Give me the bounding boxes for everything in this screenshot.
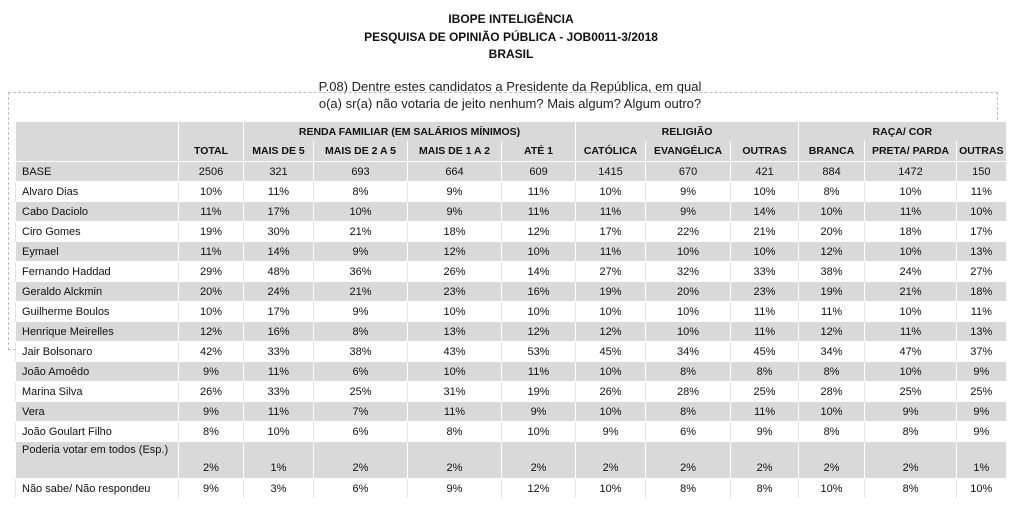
table-cell: 13% <box>957 322 1006 342</box>
table-cell: 12% <box>502 222 576 242</box>
table-cell: 10% <box>576 479 646 499</box>
column-header: MAIS DE 2 A 5 <box>314 141 408 162</box>
table-cell: 664 <box>408 162 502 182</box>
table-cell: 8% <box>731 362 799 382</box>
table-cell: 20% <box>799 222 865 242</box>
table-cell: 21% <box>314 222 408 242</box>
table-cell: 1% <box>957 442 1006 479</box>
table-cell: 11% <box>502 202 576 222</box>
table-cell: 9% <box>576 422 646 442</box>
table-cell: 8% <box>799 422 865 442</box>
table-row <box>16 442 1006 479</box>
row-label: Cabo Daciolo <box>16 202 179 222</box>
table-cell: 321 <box>244 162 314 182</box>
table-cell: 33% <box>244 342 314 362</box>
row-label: Marina Silva <box>16 382 179 402</box>
group-header-religiao: RELIGIÃO <box>576 122 799 141</box>
table-cell: 48% <box>244 262 314 282</box>
table-cell: 11% <box>731 302 799 322</box>
table-cell: 19% <box>502 382 576 402</box>
table-row <box>16 362 1006 382</box>
table-cell: 17% <box>576 222 646 242</box>
table-cell: 10% <box>799 202 865 222</box>
table-cell: 20% <box>179 282 244 302</box>
table-cell: 11% <box>502 362 576 382</box>
table-cell: 29% <box>179 262 244 282</box>
table-cell: 10% <box>179 182 244 202</box>
row-label: Geraldo Alckmin <box>16 282 179 302</box>
table-cell: 10% <box>865 362 957 382</box>
table-row <box>16 222 1006 242</box>
column-header: OUTRAS <box>731 141 799 162</box>
table-cell: 10% <box>865 302 957 322</box>
table-cell: 21% <box>314 282 408 302</box>
table-cell: 11% <box>576 242 646 262</box>
table-cell: 17% <box>244 302 314 322</box>
column-header: OUTRAS <box>957 141 1006 162</box>
table-row <box>16 322 1006 342</box>
table-cell: 2% <box>314 442 408 479</box>
table-cell: 33% <box>731 262 799 282</box>
table-row <box>16 422 1006 442</box>
column-header: PRETA/ PARDA <box>865 141 957 162</box>
table-cell: 9% <box>314 302 408 322</box>
table-cell: 10% <box>408 362 502 382</box>
table-cell: 9% <box>314 242 408 262</box>
table-row <box>16 262 1006 282</box>
question-line-1: P.08) Dentre estes candidatos a Presidente da República, em qual <box>318 79 702 94</box>
table-cell: 8% <box>799 362 865 382</box>
table-cell: 10% <box>502 302 576 322</box>
table-cell: 17% <box>244 202 314 222</box>
table-cell: 10% <box>244 422 314 442</box>
table-cell: 2% <box>408 442 502 479</box>
table-cell: 10% <box>865 182 957 202</box>
report-title: IBOPE INTELIGÊNCIA <box>448 12 574 26</box>
table-cell: 21% <box>865 282 957 302</box>
table-cell: 10% <box>576 302 646 322</box>
question-line-2: o(a) sr(a) não votaria de jeito nenhum? Mais algum? Algum outro? <box>318 96 702 111</box>
row-label: João Goulart Filho <box>16 422 179 442</box>
table-cell: 670 <box>646 162 731 182</box>
table-cell: 10% <box>646 302 731 322</box>
table-cell: 10% <box>576 362 646 382</box>
table-cell: 11% <box>731 402 799 422</box>
table-body <box>16 162 1006 499</box>
row-label: Jair Bolsonaro <box>16 342 179 362</box>
table-cell: 10% <box>799 402 865 422</box>
column-header: ATÉ 1 <box>502 141 576 162</box>
table-cell: 1472 <box>865 162 957 182</box>
table-cell: 8% <box>314 182 408 202</box>
table-cell: 9% <box>179 402 244 422</box>
table-cell: 11% <box>244 182 314 202</box>
table-cell: 9% <box>957 402 1006 422</box>
table-cell: 28% <box>799 382 865 402</box>
column-header: MAIS DE 5 <box>244 141 314 162</box>
table-cell: 10% <box>576 402 646 422</box>
table-cell: 11% <box>244 402 314 422</box>
table-cell: 2% <box>179 442 244 479</box>
table-cell: 9% <box>408 479 502 499</box>
table-cell: 30% <box>244 222 314 242</box>
table-cell: 23% <box>731 282 799 302</box>
table-cell: 26% <box>179 382 244 402</box>
table-cell: 6% <box>314 422 408 442</box>
table-cell: 2% <box>576 442 646 479</box>
table-row <box>16 242 1006 262</box>
table-cell: 10% <box>731 242 799 262</box>
column-header: CATÓLICA <box>576 141 646 162</box>
table-cell: 10% <box>576 182 646 202</box>
table-cell: 14% <box>731 202 799 222</box>
table-cell: 9% <box>865 402 957 422</box>
table-cell: 11% <box>957 302 1006 322</box>
column-header: EVANGÉLICA <box>646 141 731 162</box>
table-cell: 9% <box>646 202 731 222</box>
table-cell: 25% <box>865 382 957 402</box>
table-cell: 2% <box>646 442 731 479</box>
results-table <box>15 122 1006 498</box>
table-cell: 11% <box>179 202 244 222</box>
table-cell: 10% <box>799 479 865 499</box>
table-cell: 10% <box>957 479 1006 499</box>
table-cell: 8% <box>314 322 408 342</box>
table-cell: 10% <box>179 302 244 322</box>
table-row <box>16 302 1006 322</box>
row-label: Henrique Meirelles <box>16 322 179 342</box>
table-cell: 11% <box>179 242 244 262</box>
table-cell: 12% <box>799 322 865 342</box>
table-cell: 12% <box>799 242 865 262</box>
table-cell: 11% <box>408 402 502 422</box>
table-cell: 11% <box>576 202 646 222</box>
row-label: Vera <box>16 402 179 422</box>
table-cell: 47% <box>865 342 957 362</box>
table-cell: 24% <box>865 262 957 282</box>
table-cell: 11% <box>502 182 576 202</box>
table-cell: 9% <box>408 182 502 202</box>
column-header: BRANCA <box>799 141 865 162</box>
table-row <box>16 182 1006 202</box>
table-cell: 9% <box>731 422 799 442</box>
table-cell: 6% <box>314 479 408 499</box>
table-cell: 2% <box>502 442 576 479</box>
table-cell: 22% <box>646 222 731 242</box>
table-cell: 8% <box>179 422 244 442</box>
table-cell: 25% <box>957 382 1006 402</box>
table-cell: 38% <box>314 342 408 362</box>
table-cell: 43% <box>408 342 502 362</box>
table-cell: 10% <box>731 182 799 202</box>
row-label: BASE <box>16 162 179 182</box>
table-cell: 26% <box>576 382 646 402</box>
row-label-header <box>16 122 179 162</box>
table-cell: 38% <box>799 262 865 282</box>
table-cell: 421 <box>731 162 799 182</box>
table-cell: 10% <box>502 422 576 442</box>
table-cell: 9% <box>646 182 731 202</box>
table-cell: 45% <box>576 342 646 362</box>
table-cell: 36% <box>314 262 408 282</box>
table-cell: 9% <box>957 422 1006 442</box>
row-label: Alvaro Dias <box>16 182 179 202</box>
table-cell: 693 <box>314 162 408 182</box>
table-cell: 13% <box>957 242 1006 262</box>
row-label: Fernando Haddad <box>16 262 179 282</box>
table-cell: 8% <box>646 479 731 499</box>
table-row <box>16 202 1006 222</box>
table-cell: 10% <box>865 242 957 262</box>
table-cell: 11% <box>731 322 799 342</box>
table-cell: 8% <box>408 422 502 442</box>
table-cell: 9% <box>408 202 502 222</box>
table-cell: 10% <box>408 302 502 322</box>
table-cell: 19% <box>576 282 646 302</box>
table-row <box>16 162 1006 182</box>
table-cell: 42% <box>179 342 244 362</box>
table-cell: 18% <box>865 222 957 242</box>
table-cell: 34% <box>646 342 731 362</box>
table-cell: 13% <box>408 322 502 342</box>
table-row <box>16 342 1006 362</box>
table-cell: 150 <box>957 162 1006 182</box>
table-cell: 19% <box>799 282 865 302</box>
table-cell: 28% <box>646 382 731 402</box>
table-row <box>16 479 1006 499</box>
table-cell: 12% <box>408 242 502 262</box>
table-cell: 11% <box>799 302 865 322</box>
table-cell: 24% <box>244 282 314 302</box>
table-cell: 33% <box>244 382 314 402</box>
row-label: Eymael <box>16 242 179 262</box>
total-group-header <box>179 122 244 141</box>
table-cell: 2% <box>731 442 799 479</box>
row-label: Ciro Gomes <box>16 222 179 242</box>
table-cell: 21% <box>731 222 799 242</box>
column-header: MAIS DE 1 A 2 <box>408 141 502 162</box>
table-cell: 14% <box>502 262 576 282</box>
table-cell: 10% <box>502 242 576 262</box>
table-cell: 25% <box>731 382 799 402</box>
table-cell: 53% <box>502 342 576 362</box>
report-region: BRASIL <box>488 47 534 61</box>
table-cell: 9% <box>957 362 1006 382</box>
survey-question <box>300 78 720 112</box>
group-header-raca: RAÇA/ COR <box>799 122 1006 141</box>
row-label: Guilherme Boulos <box>16 302 179 322</box>
table-cell: 8% <box>646 402 731 422</box>
table-cell: 12% <box>179 322 244 342</box>
table-row <box>16 282 1006 302</box>
column-header: TOTAL <box>179 141 244 162</box>
table-cell: 1415 <box>576 162 646 182</box>
table-cell: 8% <box>646 362 731 382</box>
table-cell: 9% <box>179 479 244 499</box>
table-cell: 17% <box>957 222 1006 242</box>
table-cell: 2% <box>865 442 957 479</box>
table-cell: 23% <box>408 282 502 302</box>
table-cell: 10% <box>957 202 1006 222</box>
table-cell: 20% <box>646 282 731 302</box>
row-label: Poderia votar em todos (Esp.) <box>16 442 179 479</box>
table-cell: 9% <box>502 402 576 422</box>
table-cell: 609 <box>502 162 576 182</box>
table-cell: 18% <box>408 222 502 242</box>
table-row <box>16 382 1006 402</box>
table-cell: 11% <box>865 202 957 222</box>
table-row <box>16 402 1006 422</box>
table-cell: 16% <box>502 282 576 302</box>
table-cell: 7% <box>314 402 408 422</box>
table-cell: 16% <box>244 322 314 342</box>
table-cell: 884 <box>799 162 865 182</box>
table-cell: 27% <box>957 262 1006 282</box>
table-cell: 8% <box>731 479 799 499</box>
table-cell: 12% <box>502 479 576 499</box>
table-cell: 6% <box>646 422 731 442</box>
row-label: João Amoêdo <box>16 362 179 382</box>
table-cell: 2% <box>799 442 865 479</box>
table-cell: 32% <box>646 262 731 282</box>
table-cell: 25% <box>314 382 408 402</box>
table-cell: 10% <box>646 242 731 262</box>
table-cell: 31% <box>408 382 502 402</box>
table-cell: 8% <box>799 182 865 202</box>
table-cell: 34% <box>799 342 865 362</box>
table-cell: 37% <box>957 342 1006 362</box>
table-cell: 12% <box>502 322 576 342</box>
table-cell: 27% <box>576 262 646 282</box>
group-header-renda: RENDA FAMILIAR (EM SALÁRIOS MÍNIMOS) <box>244 122 576 141</box>
table-cell: 18% <box>957 282 1006 302</box>
row-label: Não sabe/ Não respondeu <box>16 479 179 499</box>
table-cell: 9% <box>179 362 244 382</box>
table-cell: 8% <box>865 422 957 442</box>
report-subtitle: PESQUISA DE OPINIÃO PÚBLICA - JOB0011-3/2018 <box>364 30 658 44</box>
table-cell: 10% <box>646 322 731 342</box>
table-cell: 11% <box>244 362 314 382</box>
table-cell: 2506 <box>179 162 244 182</box>
table-cell: 3% <box>244 479 314 499</box>
table-cell: 10% <box>314 202 408 222</box>
table-cell: 1% <box>244 442 314 479</box>
table-cell: 26% <box>408 262 502 282</box>
table-cell: 8% <box>865 479 957 499</box>
table-cell: 11% <box>865 322 957 342</box>
table-cell: 12% <box>576 322 646 342</box>
table-cell: 6% <box>314 362 408 382</box>
table-cell: 45% <box>731 342 799 362</box>
table-cell: 19% <box>179 222 244 242</box>
table-cell: 11% <box>957 182 1006 202</box>
table-cell: 14% <box>244 242 314 262</box>
